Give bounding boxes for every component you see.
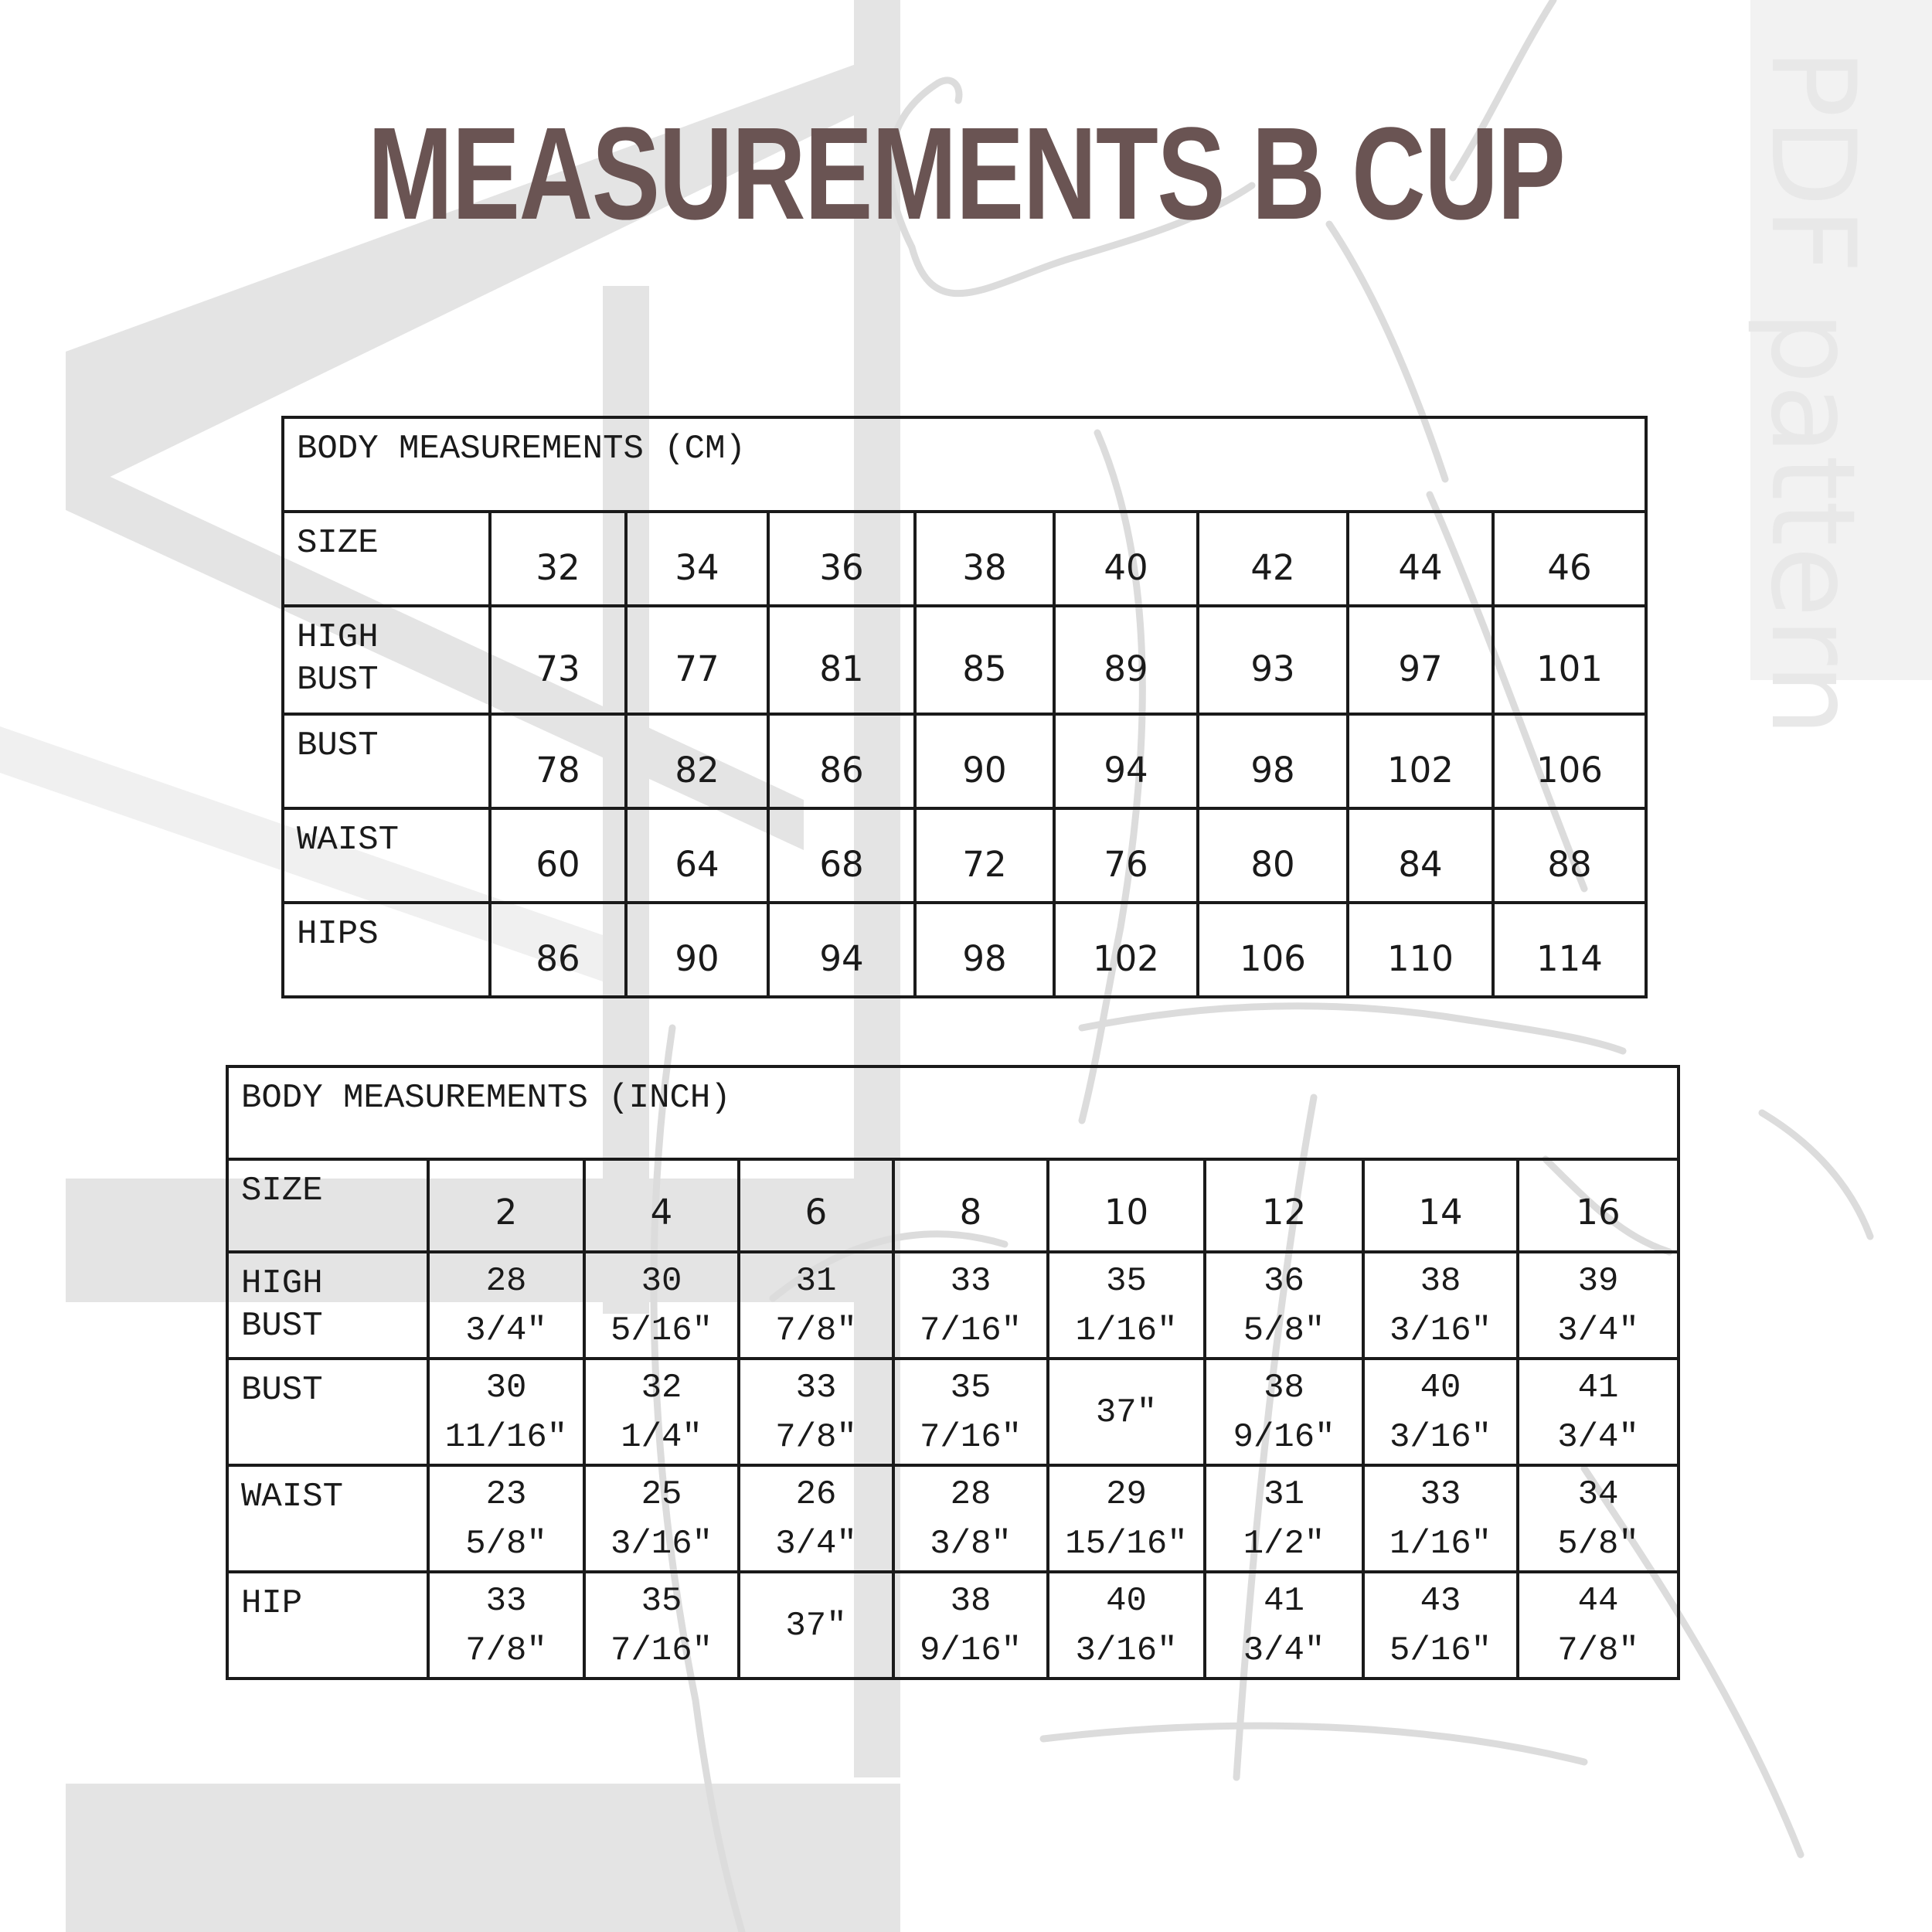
table-cell: 40 3/16" (1363, 1359, 1518, 1465)
table-cell: 41 3/4" (1205, 1572, 1363, 1679)
table-cell: 4 (584, 1159, 739, 1252)
table-cell: 16 (1518, 1159, 1679, 1252)
table-cell: 85 (915, 606, 1054, 714)
table-cell: 94 (1054, 714, 1198, 808)
table-cell: 29 15/16" (1048, 1465, 1205, 1572)
row-label: HIGH BUST (283, 606, 490, 714)
table-cell: 2 (428, 1159, 584, 1252)
page-title: MEASUREMENTS B CUP (367, 100, 1565, 247)
row-label: BUST (283, 714, 490, 808)
table-cell: 78 (490, 714, 626, 808)
table-cell: 44 (1348, 512, 1493, 606)
table-row (283, 606, 1646, 714)
table-cell: 94 (768, 903, 915, 997)
table-cell: 73 (490, 606, 626, 714)
table-cell: 97 (1348, 606, 1493, 714)
table-cell: 101 (1493, 606, 1646, 714)
table-cell: 34 5/8" (1518, 1465, 1679, 1572)
table-cell: 23 5/8" (428, 1465, 584, 1572)
table-cell: 35 1/16" (1048, 1252, 1205, 1359)
table-row (227, 1252, 1679, 1359)
table-cell: 34 (626, 512, 768, 606)
table-cell: 39 3/4" (1518, 1252, 1679, 1359)
cm-table-caption: BODY MEASUREMENTS (CM) (283, 417, 1646, 512)
table-row (227, 1465, 1679, 1572)
table-cell: 14 (1363, 1159, 1518, 1252)
table-cell: 38 3/16" (1363, 1252, 1518, 1359)
table-row (227, 1572, 1679, 1679)
table-row (227, 1159, 1679, 1252)
table-row (283, 714, 1646, 808)
table-cell: 33 1/16" (1363, 1465, 1518, 1572)
table-cell: 6 (739, 1159, 893, 1252)
table-cell: 28 3/4" (428, 1252, 584, 1359)
table-cell: 106 (1493, 714, 1646, 808)
row-label: BUST (227, 1359, 428, 1465)
table-cell: 32 (490, 512, 626, 606)
table-cell: 42 (1198, 512, 1348, 606)
table-cell: 46 (1493, 512, 1646, 606)
table-cell: 28 3/8" (893, 1465, 1048, 1572)
table-cell: 81 (768, 606, 915, 714)
table-cell: 30 11/16" (428, 1359, 584, 1465)
table-cell: 106 (1198, 903, 1348, 997)
table-cell: 38 (915, 512, 1054, 606)
table-cell: 8 (893, 1159, 1048, 1252)
row-label: SIZE (283, 512, 490, 606)
table-cell: 80 (1198, 808, 1348, 903)
table-cell: 64 (626, 808, 768, 903)
cm-measurement-table (281, 416, 1648, 998)
table-row (283, 903, 1646, 997)
table-row (283, 808, 1646, 903)
table-cell: 35 7/16" (893, 1359, 1048, 1465)
table-cell: 86 (768, 714, 915, 808)
table-cell: 26 3/4" (739, 1465, 893, 1572)
table-cell: 31 1/2" (1205, 1465, 1363, 1572)
row-label: HIP (227, 1572, 428, 1679)
table-cell: 36 5/8" (1205, 1252, 1363, 1359)
table-cell: 60 (490, 808, 626, 903)
inch-table-caption: BODY MEASUREMENTS (INCH) (227, 1066, 1679, 1159)
row-label: HIPS (283, 903, 490, 997)
table-cell: 114 (1493, 903, 1646, 997)
table-cell: 93 (1198, 606, 1348, 714)
table-cell: 102 (1054, 903, 1198, 997)
table-cell: 76 (1054, 808, 1198, 903)
table-row (283, 512, 1646, 606)
table-cell: 89 (1054, 606, 1198, 714)
table-cell: 31 7/8" (739, 1252, 893, 1359)
table-cell: 25 3/16" (584, 1465, 739, 1572)
table-cell: 98 (915, 903, 1054, 997)
table-cell: 90 (915, 714, 1054, 808)
table-cell: 41 3/4" (1518, 1359, 1679, 1465)
table-cell: 84 (1348, 808, 1493, 903)
table-cell: 68 (768, 808, 915, 903)
table-row (227, 1359, 1679, 1465)
table-cell: 88 (1493, 808, 1646, 903)
table-cell: 90 (626, 903, 768, 997)
table-cell: 40 (1054, 512, 1198, 606)
table-cell: 33 7/8" (428, 1572, 584, 1679)
table-cell: 37" (739, 1572, 893, 1679)
table-cell: 98 (1198, 714, 1348, 808)
table-cell: 30 5/16" (584, 1252, 739, 1359)
pdf-pattern-label: PDF pattern (1745, 48, 1879, 737)
table-cell: 36 (768, 512, 915, 606)
table-cell: 77 (626, 606, 768, 714)
table-cell: 86 (490, 903, 626, 997)
row-label: WAIST (283, 808, 490, 903)
table-cell: 38 9/16" (1205, 1359, 1363, 1465)
table-cell: 43 5/16" (1363, 1572, 1518, 1679)
table-cell: 72 (915, 808, 1054, 903)
inch-measurement-table (226, 1065, 1680, 1680)
table-cell: 102 (1348, 714, 1493, 808)
table-cell: 37" (1048, 1359, 1205, 1465)
table-cell: 32 1/4" (584, 1359, 739, 1465)
row-label: WAIST (227, 1465, 428, 1572)
table-cell: 40 3/16" (1048, 1572, 1205, 1679)
table-cell: 38 9/16" (893, 1572, 1048, 1679)
table-cell: 33 7/16" (893, 1252, 1048, 1359)
table-cell: 110 (1348, 903, 1493, 997)
table-cell: 82 (626, 714, 768, 808)
row-label: SIZE (227, 1159, 428, 1252)
table-cell: 33 7/8" (739, 1359, 893, 1465)
table-cell: 12 (1205, 1159, 1363, 1252)
row-label: HIGH BUST (227, 1252, 428, 1359)
table-cell: 10 (1048, 1159, 1205, 1252)
table-cell: 35 7/16" (584, 1572, 739, 1679)
table-cell: 44 7/8" (1518, 1572, 1679, 1679)
